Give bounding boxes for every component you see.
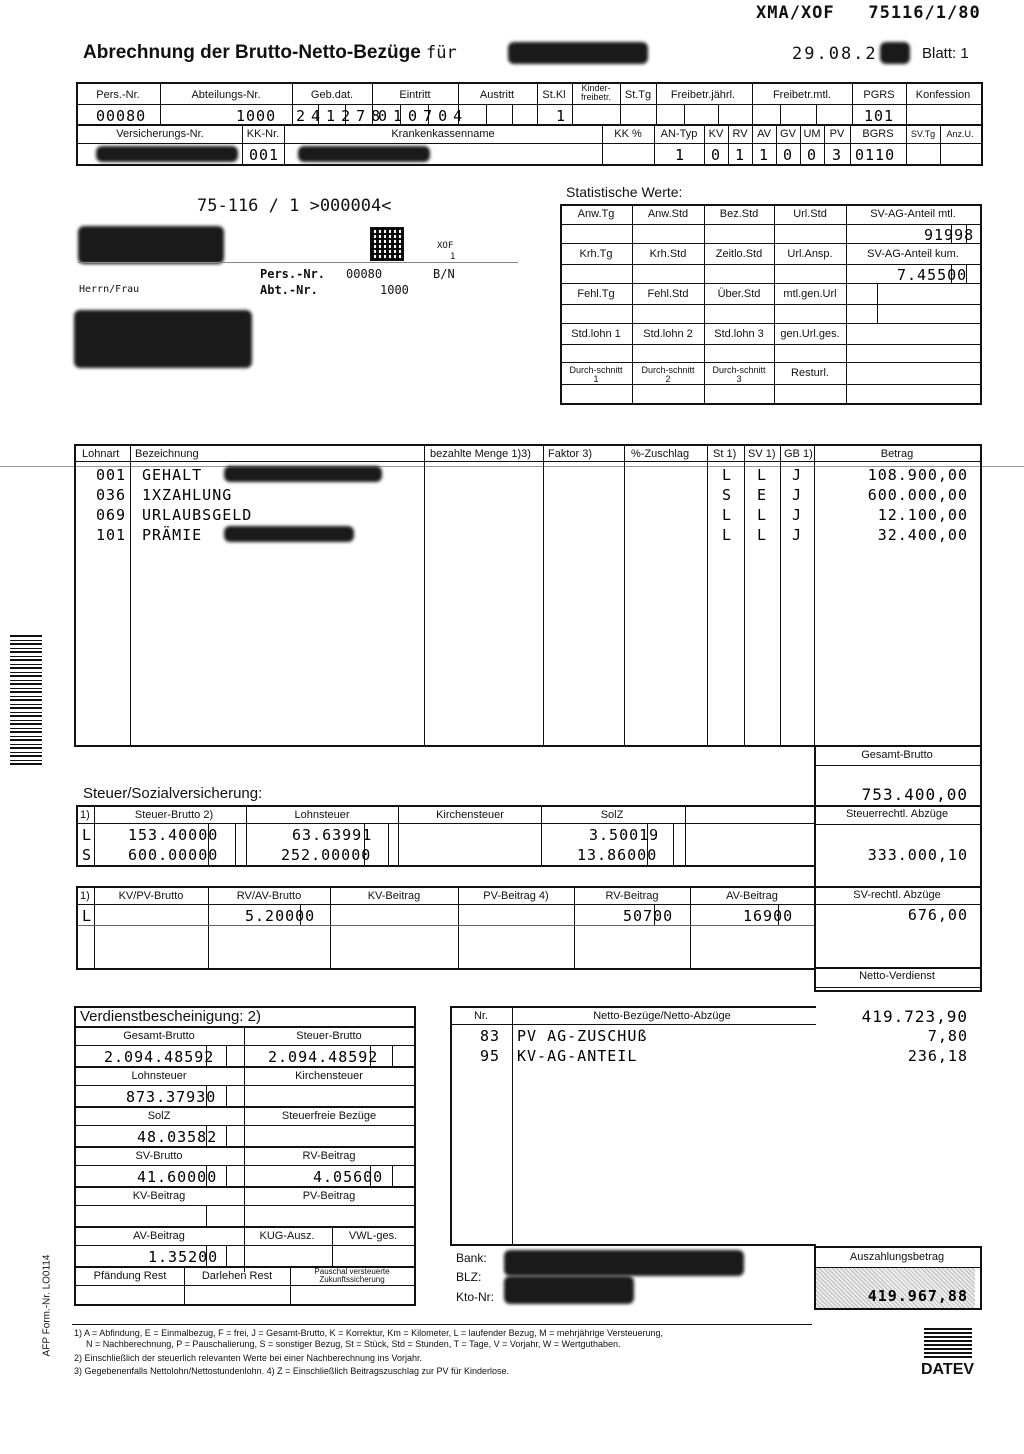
bank-label: Bank: (456, 1251, 487, 1265)
stats-anw-tg: Anw.Tg (577, 208, 615, 220)
label-pgrs: PGRS (863, 89, 895, 101)
tax-solz: 13.86000 (577, 846, 658, 864)
cert-value-lohnsteuer: 873.37930 (126, 1088, 217, 1106)
redacted-praemie-note (224, 526, 354, 542)
netto-nr: 83 (480, 1027, 501, 1045)
stats-std-lohn-3: Std.lohn 3 (714, 328, 764, 340)
wage-desc: URLAUBSGELD (142, 506, 253, 524)
wage-code: 036 (96, 486, 127, 504)
cert-value-solz: 48.03582 (137, 1128, 218, 1146)
datev-logo-icon (924, 1326, 972, 1358)
steuer-abzuege-label: Steuerrechtl. Abzüge (845, 808, 949, 820)
label-freibetr-mtl: Freibetr.mtl. (772, 89, 832, 101)
label-freibetr-jaehrl: Freibetr.jährl. (670, 89, 736, 101)
header-sv: SV 1) (748, 448, 776, 460)
sv-header-av-beitrag: AV-Beitrag (726, 890, 778, 902)
redacted-krankenkassenname (298, 146, 430, 162)
label-geb-dat: Geb.dat. (310, 89, 354, 101)
netto-header-desc: Netto-Bezüge/Netto-Abzüge (593, 1010, 731, 1022)
label-kv: KV (708, 128, 724, 140)
wage-amount: 600.000,00 (867, 486, 968, 504)
document-date: 29.08.2 (792, 44, 878, 64)
footnote-1a: 1) A = Abfindung, E = Einmalbezug, F = frei, J = Gesamt-Brutto, K = Korrektur, Km = Kilometer, L = laufender Bezug, M = mehrjährige Versteuerung, (74, 1328, 663, 1338)
tax-code: S (82, 846, 93, 864)
cert-label-rv-beitrag: RV-Beitrag (302, 1150, 356, 1162)
wage-sv: L (757, 526, 768, 544)
value-av: 1 (759, 146, 770, 164)
cert-label-kirchensteuer: Kirchensteuer (295, 1070, 363, 1082)
value-sv-ag-kum: 7.45500 (897, 266, 968, 284)
label-austritt: Austritt (479, 89, 515, 101)
header-gb: GB 1) (784, 448, 813, 460)
sv-header-pv-beitrag: PV-Beitrag 4) (483, 890, 549, 902)
label-st-tg: St.Tg (624, 89, 652, 101)
header-zuschlag: %-Zuschlag (631, 448, 690, 460)
stats-krh-std: Krh.Std (649, 248, 687, 260)
netto-verdienst-value: 419.723,90 (861, 1007, 968, 1026)
redacted-month (508, 42, 648, 64)
cert-label-pv-beitrag: PV-Beitrag (302, 1190, 356, 1202)
address-abt-label: Abt.-Nr. (260, 283, 318, 297)
blz-label: BLZ: (456, 1270, 482, 1284)
stats-durchschnitt-1: Durch-schnitt 1 (569, 365, 623, 384)
brand-datev: DATEV (921, 1361, 975, 1378)
wage-st: S (722, 486, 733, 504)
cert-label-vwl-ges: VWL-ges. (348, 1230, 398, 1242)
wage-code: 069 (96, 506, 127, 524)
stats-fehl-tg: Fehl.Tg (577, 288, 615, 300)
tax-lohnsteuer: 252.00000 (281, 846, 372, 864)
stats-title: Statistische Werte: (566, 184, 683, 200)
cert-label-kv-beitrag: KV-Beitrag (132, 1190, 186, 1202)
steuer-abzuege-value: 333.000,10 (867, 846, 968, 864)
wage-code: 001 (96, 466, 127, 484)
value-pv: 3 (832, 146, 843, 164)
redacted-gehalt-note (224, 466, 382, 482)
header-faktor: Faktor 3) (548, 448, 593, 460)
cert-value-rv-beitrag: 4.05600 (313, 1168, 384, 1186)
netto-amount: 7,80 (927, 1027, 968, 1045)
barcode (10, 633, 42, 765)
sv-code: L (82, 907, 93, 925)
tax-header-solz: SolZ (600, 809, 624, 821)
wage-amount: 32.400,00 (877, 526, 968, 544)
stats-std-lohn-1: Std.lohn 1 (571, 328, 621, 340)
label-kinderfreibetrag: Kinder-freibetr. (580, 83, 611, 102)
netto-verdienst-label: Netto-Verdienst (859, 970, 935, 982)
value-eintritt: 010704 (378, 107, 469, 125)
sv-header-kv-beitrag: KV-Beitrag (367, 890, 421, 902)
label-abteilungs-nr: Abteilungs-Nr. (191, 89, 261, 101)
value-gv: 0 (783, 146, 794, 164)
wage-amount: 108.900,00 (867, 466, 968, 484)
title-text: Abrechnung der Brutto-Netto-Bezüge (83, 42, 421, 63)
sv-header-rvav-brutto: RV/AV-Brutto (236, 890, 302, 902)
label-pv: PV (829, 128, 845, 140)
form-number: AFP Form.-Nr. LO0114 (41, 1254, 53, 1357)
stats-gen-url-ges: gen.Url.ges. (780, 328, 840, 340)
label-pers-nr: Pers.-Nr. (96, 89, 140, 101)
tax-lohnsteuer: 63.63991 (292, 826, 373, 844)
label-rv: RV (732, 128, 748, 140)
cert-label-av-beitrag: AV-Beitrag (133, 1230, 185, 1242)
label-sv-tg: SV.Tg (910, 129, 936, 139)
wage-sv: L (757, 506, 768, 524)
redacted-year (880, 42, 910, 64)
gesamt-brutto-label: Gesamt-Brutto (861, 749, 933, 761)
value-abt-nr: 1000 (236, 107, 277, 125)
value-sv-ag-mtl: 91998 (924, 226, 975, 244)
address-bn: B/N (433, 267, 455, 281)
tax-code: L (82, 826, 93, 844)
stats-url-ansp: Url.Ansp. (787, 248, 833, 260)
netto-header-nr: Nr. (473, 1010, 489, 1022)
cert-value-av-beitrag: 1.35200 (148, 1248, 219, 1266)
stats-durchschnitt-2: Durch-schnitt 2 (641, 365, 695, 384)
wage-gb: J (792, 526, 803, 544)
label-kk-nr: KK-Nr. (246, 128, 280, 140)
salutation: Herrn/Frau (79, 284, 140, 295)
wage-gb: J (792, 486, 803, 504)
redacted-bank-details (504, 1250, 744, 1276)
tax-header-kirchensteuer: Kirchensteuer (436, 809, 504, 821)
title-for: für (426, 43, 457, 63)
netto-desc: PV AG-ZUSCHUß (517, 1027, 648, 1045)
wage-desc: 1XZAHLUNG (142, 486, 233, 504)
value-um: 0 (807, 146, 818, 164)
wage-st: L (722, 466, 733, 484)
tax-header-code: 1) (80, 809, 90, 821)
wage-st: L (722, 506, 733, 524)
payout-label: Auszahlungsbetrag (849, 1251, 945, 1263)
datamatrix-code (370, 227, 404, 261)
document-code: XMA/XOF 75116/1/80 (756, 3, 981, 23)
cert-label-kug-ausz: KUG-Ausz. (259, 1230, 315, 1242)
redacted-sender (78, 226, 224, 264)
stats-sv-ag-mtl: SV-AG-Anteil mtl. (870, 208, 956, 220)
tax-header-lohnsteuer: Lohnsteuer (294, 809, 350, 821)
redacted-recipient-address (74, 310, 252, 368)
label-gv: GV (780, 128, 796, 140)
cert-label-solz: SolZ (147, 1110, 171, 1122)
sv-abzuege-label: SV-rechtl. Abzüge (853, 889, 941, 901)
label-anz-u: Anz.U. (946, 129, 974, 139)
footnote-2: 2) Einschließlich der steuerlich relevanten Werte bei einer Nachberechnung ins Vorjahr. (74, 1353, 423, 1363)
label-bgrs: BGRS (862, 128, 894, 140)
cert-value-gesamt-brutto: 2.094.48592 (104, 1048, 215, 1066)
cert-value-sv-brutto: 41.60000 (137, 1168, 218, 1186)
stats-mtl-gen-url: mtl.gen.Url (783, 288, 837, 300)
xof-number: 1 (450, 252, 456, 262)
cert-label-lohnsteuer: Lohnsteuer (131, 1070, 187, 1082)
header-lohnart: Lohnart (82, 448, 120, 460)
stats-resturl: Resturl. (791, 367, 829, 379)
cert-label-pfaendung-rest: Pfändung Rest (93, 1270, 167, 1282)
kto-label: Kto-Nr: (456, 1290, 495, 1304)
address-abt-value: 1000 (380, 283, 409, 297)
value-pers-nr: 00080 (96, 107, 147, 125)
wage-sv: E (757, 486, 768, 504)
page-title (83, 42, 457, 64)
value-kk-nr: 001 (249, 146, 280, 164)
wage-code: 101 (96, 526, 127, 544)
tax-title: Steuer/Sozialversicherung: (83, 785, 263, 802)
wage-gb: J (792, 466, 803, 484)
label-versicherungs-nr: Versicherungs-Nr. (116, 128, 204, 140)
sv-abzuege-value: 676,00 (907, 906, 968, 924)
label-st-kl: St.Kl (542, 89, 566, 101)
cert-label-darlehen-rest: Darlehen Rest (201, 1270, 273, 1282)
wage-desc: PRÄMIE (142, 526, 203, 544)
stats-bez-std: Bez.Std (719, 208, 759, 220)
xof-label: XOF (437, 241, 454, 251)
label-um: UM (803, 128, 821, 140)
label-kk-percent: KK % (614, 128, 642, 140)
sheet-number: 1 (960, 45, 969, 62)
tax-steuer-brutto: 153.40000 (128, 826, 219, 844)
wage-desc: GEHALT (142, 466, 203, 484)
stats-durchschnitt-3: Durch-schnitt 3 (712, 365, 766, 384)
wage-gb: J (792, 506, 803, 524)
footnote-3: 3) Gegebenenfalls Nettolohn/Nettostundenlohn. 4) Z = Einschließlich Beitragszuschlag zur PV für Kinderlose. (74, 1366, 509, 1376)
netto-desc: KV-AG-ANTEIL (517, 1047, 638, 1065)
stats-sv-ag-kum: SV-AG-Anteil kum. (867, 248, 959, 260)
stats-std-lohn-2: Std.lohn 2 (643, 328, 693, 340)
cert-label-sv-brutto: SV-Brutto (135, 1150, 183, 1162)
header-bezahlte-menge: bezahlte Menge 1)3) (430, 448, 531, 460)
wage-sv: L (757, 466, 768, 484)
wage-amount: 12.100,00 (877, 506, 968, 524)
sv-table (76, 886, 816, 970)
cert-label-gesamt-brutto: Gesamt-Brutto (123, 1030, 195, 1042)
tax-header-steuer-brutto: Steuer-Brutto 2) (134, 809, 214, 821)
totals-column (814, 745, 982, 992)
sv-av-beitrag: 16900 (743, 907, 794, 925)
sv-rv-beitrag: 50700 (623, 907, 674, 925)
wage-st: L (722, 526, 733, 544)
cert-value-steuer-brutto: 2.094.48592 (268, 1048, 379, 1066)
label-konfession: Konfession (915, 89, 971, 101)
header-st: St 1) (713, 448, 737, 460)
netto-nr: 95 (480, 1047, 501, 1065)
stats-zeitlo-std: Zeitlo.Std (715, 248, 763, 260)
label-an-typ: AN-Typ (660, 128, 698, 140)
sheet-label (922, 45, 969, 62)
sv-header-kvpv-brutto: KV/PV-Brutto (118, 890, 184, 902)
header-betrag: Betrag (880, 448, 914, 460)
value-kv: 0 (711, 146, 722, 164)
value-bgrs: 0110 (855, 146, 896, 164)
certificate-title: Verdienstbescheinigung: 2) (80, 1008, 261, 1025)
label-av: AV (757, 128, 771, 140)
cert-label-zukunftssicherung: Pauschal versteuerte Zukunftssicherung (314, 1267, 390, 1284)
tax-solz: 3.50019 (589, 826, 660, 844)
tax-steuer-brutto: 600.00000 (128, 846, 219, 864)
label-krankenkassenname: Krankenkassenname (391, 128, 495, 140)
stats-url-std: Url.Std (793, 208, 827, 220)
redacted-account (504, 1276, 634, 1304)
value-rv: 1 (735, 146, 746, 164)
redacted-versicherungs-nr (96, 146, 238, 162)
sv-header-rv-beitrag: RV-Beitrag (605, 890, 659, 902)
label-eintritt: Eintritt (399, 89, 431, 101)
address-pers-label: Pers.-Nr. (260, 267, 326, 281)
value-pgrs: 101 (864, 107, 895, 125)
reference-line: 75-116 / 1 >000004< (197, 196, 392, 216)
sheet-label-text: Blatt: (922, 45, 957, 62)
gesamt-brutto-value: 753.400,00 (861, 785, 968, 804)
cert-label-steuer-brutto: Steuer-Brutto (296, 1030, 362, 1042)
cert-label-steuerfreie-bezuege: Steuerfreie Bezüge (281, 1110, 377, 1122)
footnote-1b: N = Nachberechnung, P = Pauschalierung, S = sonstiger Bezug, St = Stück, Std = Stunden, T = Tage, V = Vorjahr, W = Wertguthaben. (86, 1339, 621, 1349)
sv-rvav-brutto: 5.20000 (245, 907, 316, 925)
value-st-kl: 1 (556, 107, 567, 125)
payout-amount: 419.967,88 (867, 1287, 968, 1305)
stats-ueber-std: Über.Std (717, 288, 761, 300)
sv-header-code: 1) (80, 890, 90, 902)
stats-krh-tg: Krh.Tg (579, 248, 613, 260)
netto-amount: 236,18 (907, 1047, 968, 1065)
header-bezeichnung: Bezeichnung (135, 448, 199, 460)
stats-fehl-std: Fehl.Std (647, 288, 689, 300)
address-pers-value: 00080 (346, 267, 383, 281)
stats-anw-std: Anw.Std (647, 208, 689, 220)
value-an-typ: 1 (675, 146, 686, 164)
value-geb-dat: 241278 (296, 107, 387, 125)
